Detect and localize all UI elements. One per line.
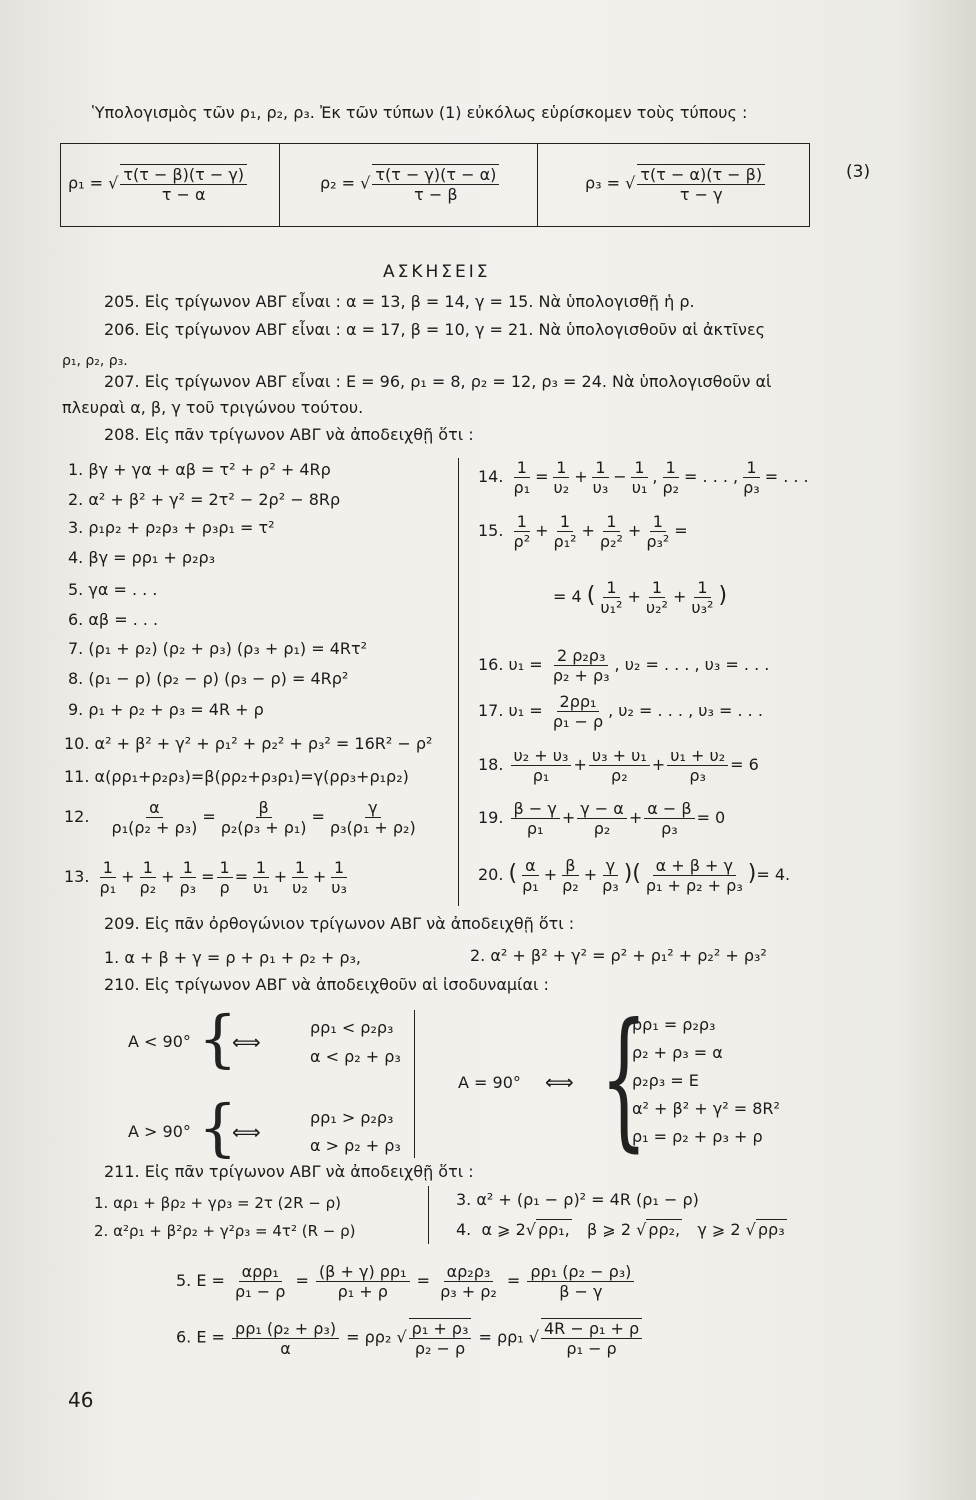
- exercise-208: 208. Εἰς πᾶν τρίγωνον ΑΒΓ νὰ ἀποδειχθῇ ὅτι :: [104, 425, 474, 444]
- exercise-209-item-2: 2. α² + β² + γ² = ρ² + ρ₁² + ρ₂² + ρ₃²: [470, 946, 767, 965]
- exercise-211-item-2: 2. α²ρ₁ + β²ρ₂ + γ²ρ₃ = 4τ² (R − ρ): [94, 1222, 356, 1240]
- identity-item: 6. αβ = . . .: [68, 610, 159, 629]
- right-line-5: ρ₁ = ρ₂ + ρ₃ + ρ: [632, 1127, 763, 1146]
- exercise-207: 207. Εἰς τρίγωνον ΑΒΓ εἶναι : Ε = 96, ρ₁ = 8, ρ₂ = 12, ρ₃ = 24. Νὰ ὑπολογισθοῦν αἱ: [104, 372, 772, 391]
- exercise-211-item-5: 5. Ε = $\frac{\text{αρρ₁}}{\text{ρ₁ − ρ}}$ = $\frac{\text{(β + γ) ρρ₁}}{\text{ρ₁ + ρ}}$ = $\frac{\text{αρ₂ρ₃}}{\text{ρ₃ + ρ₂}}$ = $\frac{\text{ρρ₁ (ρ₂ − ρ₃)}}{\beta - \gamma}$: [176, 1262, 636, 1301]
- brace-left-2: {: [198, 1091, 238, 1164]
- identity-item-18: 18. $\frac{\text{υ₂ + υ₃}}{\text{ρ₁}}$ + $\frac{\text{υ₃ + υ₁}}{\text{ρ₂}}$ + $\frac{\text{υ₁ + υ₂}}{\text{ρ₃}}$ = 6: [478, 746, 759, 785]
- identity-item-15: 15. $\frac{1}{\text{ρ²}}$ + $\frac{1}{\text{ρ₁²}}$ + $\frac{1}{\text{ρ₂²}}$ + $\frac{1}{\text{ρ₃²}}$ =: [478, 512, 688, 551]
- identity-item-20: 20. ( $\frac{\alpha}{\text{ρ₁}}$ + $\frac{\beta}{\text{ρ₂}}$ + $\frac{\gamma}{\text{ρ₃}}$ )( $\frac{\alpha + \beta + \gamma}{\text{ρ₁ + ρ₂ + ρ₃}}$ )= 4.: [478, 856, 791, 895]
- brace-left-1: {: [198, 1002, 238, 1075]
- box-formula-3: ρ₃ = √ $\frac{\tau(\tau - \alpha)(\tau - \beta)}{\tau - \gamma}$: [585, 164, 767, 204]
- identity-item: 5. γα = . . .: [68, 580, 158, 599]
- box-formula-1: ρ₁ = √ $\frac{\tau(\tau - \beta)(\tau - \gamma)}{\tau - \alpha}$: [68, 164, 249, 204]
- section-heading: ΑΣΚΗΣΕΙΣ: [383, 262, 491, 282]
- identity-item: 10. α² + β² + γ² + ρ₁² + ρ₂² + ρ₃² = 16R² − ρ²: [64, 734, 433, 753]
- obtuse-line-2: α > ρ₂ + ρ₃: [310, 1136, 401, 1155]
- identity-item-13: 13. $\frac{1}{\text{ρ₁}}$ + $\frac{1}{\text{ρ₂}}$ + $\frac{1}{\text{ρ₃}}$ = $\frac{1}{\rho}$ = $\frac{1}{\text{υ₁}}$ + $\frac{1}{\text{υ₂}}$ + $\frac{1}{\text{υ₃}}$: [64, 858, 347, 897]
- identity-item: 7. (ρ₁ + ρ₂) (ρ₂ + ρ₃) (ρ₃ + ρ₁) = 4Rτ²: [68, 639, 368, 658]
- condition-obtuse: Α > 90°: [128, 1122, 191, 1141]
- identity-item: 2. α² + β² + γ² = 2τ² − 2ρ² − 8Rρ: [68, 490, 341, 509]
- divider-211: [428, 1186, 429, 1244]
- exercise-211-item-6: 6. Ε = $\frac{\text{ρρ₁ (ρ₂ + ρ₃)}}{\alpha}$ = ρρ₂ √ $\frac{\text{ρ₁ + ρ₃}}{\text{ρ₂ − ρ}}$ = ρρ₁ √ $\frac{\text{4R − ρ₁ + ρ}}{\text{ρ₁ − ρ}}$: [176, 1318, 644, 1358]
- identity-item-19: 19. $\frac{\beta - \gamma}{\text{ρ₁}}$ + $\frac{\gamma - \alpha}{\text{ρ₂}}$ + $\frac{\alpha - \beta}{\text{ρ₃}}$ = 0: [478, 799, 726, 838]
- exercise-211-item-4: 4. α ⩾ 2√ ρρ₁, β ⩾ 2 √ ρρ₂, γ ⩾ 2 √ ρρ₃: [456, 1220, 785, 1239]
- identity-item: 9. ρ₁ + ρ₂ + ρ₃ = 4R + ρ: [68, 700, 264, 719]
- box-formula-2: ρ₂ = √ $\frac{\tau(\tau - \gamma)(\tau - \alpha)}{\tau - \beta}$: [320, 164, 501, 204]
- identity-item-16: 16. υ₁ = $\frac{\text{2 ρ₂ρ₃}}{\text{ρ₂ + ρ₃}}$ , υ₂ = . . . , υ₃ = . . .: [478, 646, 770, 685]
- equivalence-arrow: ⟺: [232, 1120, 261, 1144]
- identity-item-15-cont: = 4 ( $\frac{1}{\text{υ₁²}}$ + $\frac{1}{\text{υ₂²}}$ + $\frac{1}{\text{υ₃²}}$ ): [553, 578, 728, 617]
- condition-right: Α = 90°: [458, 1073, 521, 1092]
- identity-item: 4. βγ = ρρ₁ + ρ₂ρ₃: [68, 548, 216, 567]
- condition-acute: Α < 90°: [128, 1032, 191, 1051]
- right-line-1: ρρ₁ = ρ₂ρ₃: [632, 1015, 716, 1034]
- acute-line-1: ρρ₁ < ρ₂ρ₃: [310, 1018, 394, 1037]
- column-divider: [458, 458, 459, 906]
- intro-text: Ὑπολογισμὸς τῶν ρ₁, ρ₂, ρ₃. Ἐκ τῶν τύπων (1) εὐκόλως εὑρίσκομεν τοὺς τύπους :: [92, 103, 748, 122]
- identity-item: 8. (ρ₁ − ρ) (ρ₂ − ρ) (ρ₃ − ρ) = 4Rρ²: [68, 669, 349, 688]
- exercise-210: 210. Εἰς τρίγωνον ΑΒΓ νὰ ἀποδειχθοῦν αἱ ἰσοδυναμίαι :: [104, 975, 549, 994]
- exercise-206: 206. Εἰς τρίγωνον ΑΒΓ εἶναι : α = 17, β = 10, γ = 21. Νὰ ὑπολογισθοῦν αἱ ἀκτῖνες: [104, 320, 765, 339]
- identity-item: 1. βγ + γα + αβ = τ² + ρ² + 4Rρ: [68, 460, 331, 479]
- divider-210: [414, 1010, 415, 1158]
- identity-item-14: 14. $\frac{1}{\text{ρ₁}}$ = $\frac{1}{\text{υ₂}}$ + $\frac{1}{\text{υ₃}}$ − $\frac{1}{\text{υ₁}}$ , $\frac{1}{\text{ρ₂}}$ = . . . , $\frac{1}{\text{ρ₃}}$ = . . .: [478, 458, 809, 497]
- exercise-211: 211. Εἰς πᾶν τρίγωνον ΑΒΓ νὰ ἀποδειχθῇ ὅτι :: [104, 1162, 474, 1181]
- identity-item-12: 12. $\frac{\alpha}{\text{ρ₁(ρ₂ + ρ₃)}}$ = $\frac{\beta}{\text{ρ₂(ρ₃ + ρ₁)}}$ = $\frac{\gamma}{\text{ρ₃(ρ₁ + ρ₂)}}$: [64, 798, 416, 837]
- obtuse-line-1: ρρ₁ > ρ₂ρ₃: [310, 1108, 394, 1127]
- identity-item: 3. ρ₁ρ₂ + ρ₂ρ₃ + ρ₃ρ₁ = τ²: [68, 518, 275, 537]
- right-line-3: ρ₂ρ₃ = Ε: [632, 1071, 699, 1090]
- acute-line-2: α < ρ₂ + ρ₃: [310, 1047, 401, 1066]
- equation-tag: (3): [846, 162, 871, 182]
- exercise-209-item-1: 1. α + β + γ = ρ + ρ₁ + ρ₂ + ρ₃,: [104, 948, 361, 967]
- right-line-2: ρ₂ + ρ₃ = α: [632, 1043, 723, 1062]
- exercise-205: 205. Εἰς τρίγωνον ΑΒΓ εἶναι : α = 13, β = 14, γ = 15. Νὰ ὑπολογισθῇ ἡ ρ.: [104, 292, 695, 311]
- exercise-211-item-3: 3. α² + (ρ₁ − ρ)² = 4R (ρ₁ − ρ): [456, 1190, 699, 1209]
- brace-right: {: [600, 992, 648, 1166]
- exercise-209: 209. Εἰς πᾶν ὀρθογώνιον τρίγωνον ΑΒΓ νὰ ἀποδειχθῇ ὅτι :: [104, 914, 575, 933]
- right-line-4: α² + β² + γ² = 8R²: [632, 1099, 780, 1118]
- exercise-211-item-1: 1. αρ₁ + βρ₂ + γρ₃ = 2τ (2R − ρ): [94, 1194, 341, 1212]
- equivalence-arrow: ⟺: [545, 1070, 574, 1094]
- identity-item-17: 17. υ₁ = $\frac{\text{2ρρ₁}}{\text{ρ₁ − ρ}}$ , υ₂ = . . . , υ₃ = . . .: [478, 692, 763, 731]
- exercise-207-cont: πλευραὶ α, β, γ τοῦ τριγώνου τούτου.: [62, 398, 364, 417]
- exercise-206-cont: ρ₁, ρ₂, ρ₃.: [62, 353, 128, 369]
- page-number: 46: [68, 1388, 94, 1412]
- identity-item: 11. α(ρρ₁+ρ₂ρ₃)=β(ρρ₂+ρ₃ρ₁)=γ(ρρ₃+ρ₁ρ₂): [64, 767, 409, 786]
- equivalence-arrow: ⟺: [232, 1030, 261, 1054]
